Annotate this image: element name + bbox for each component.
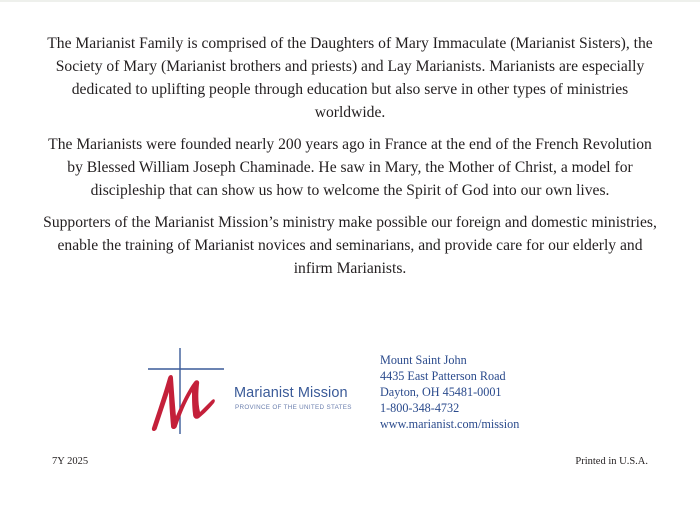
paragraph-supporters: Supporters of the Marianist Mission’s ministry make possible our foreign and domestic ministries, enable the training of Marianist novices and seminarians, and provide care for our elderly and infirm Marianists. — [43, 214, 657, 277]
top-rule — [0, 0, 700, 2]
logo-name: Marianist Mission — [234, 385, 348, 401]
m-brush-mark — [152, 375, 215, 431]
paragraph-family: The Marianist Family is comprised of the Daughters of Mary Immaculate (Marianist Sisters), the Society of Mary (Marianist brothers and priests) and Lay Marianists. Marianists are especially dedicated to uplifting people through education but also serve in other types of ministries worldwide. — [47, 35, 653, 121]
address-line-2: 4435 East Patterson Road — [380, 369, 506, 383]
website-link[interactable]: www.marianist.com/mission — [380, 417, 520, 431]
footer-printed: Printed in U.S.A. — [575, 456, 648, 467]
address-line-1: Mount Saint John — [380, 353, 467, 367]
contact-address — [380, 352, 519, 432]
paragraph-founding: The Marianists were founded nearly 200 years ago in France at the end of the French Revolution by Blessed William Joseph Chaminade. He saw in Mary, the Mother of Christ, a model for discipleship that can show us how to welcome the Spirit of God into our own lives. — [48, 136, 652, 199]
phone-number: 1-800-348-4732 — [380, 401, 460, 415]
footer-code: 7Y 2025 — [52, 456, 89, 467]
marianist-mission-logo — [144, 348, 359, 436]
logo-subtitle: PROVINCE OF THE UNITED STATES — [235, 404, 352, 411]
body-text — [40, 32, 660, 289]
address-line-3: Dayton, OH 45481-0001 — [380, 385, 502, 399]
